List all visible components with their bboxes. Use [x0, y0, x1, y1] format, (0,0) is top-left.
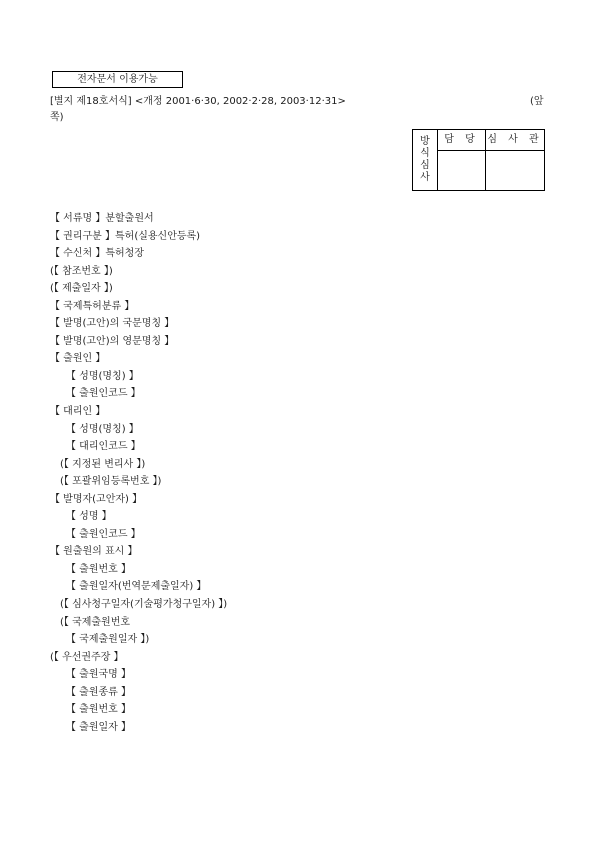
field-submission-date: (【 제출일자 】)	[50, 283, 113, 295]
field-original-application: 【 원출원의 표시 】	[50, 546, 138, 558]
field-original-application-number: 【 출원번호 】	[66, 563, 131, 575]
field-agent-name: 【 성명(명칭) 】	[66, 423, 139, 435]
page-side-note-wrap: 쪽)	[50, 112, 64, 123]
field-priority-claim: (【 우선권주장 】	[50, 651, 124, 663]
field-inventor-name: 【 성명 】	[66, 511, 112, 523]
field-title-korean: 【 발명(고안)의 국문명칭 】	[50, 318, 175, 330]
field-agent-code: 【 대리인코드 】	[66, 441, 141, 453]
field-reference-number: (【 참조번호 】)	[50, 265, 113, 277]
electronic-document-label: 전자문서 이용가능	[52, 71, 183, 88]
field-international-application-number: (【 국제출원번호	[60, 616, 131, 628]
form-number-line: [별지 제18호서식] <개정 2001·6·30, 2002·2·28, 2003·12·31>	[50, 96, 346, 107]
field-right-type: 【 권리구분 】특허(실용신안등록)	[50, 230, 201, 242]
field-priority-country: 【 출원국명 】	[66, 669, 131, 681]
field-title-english: 【 발명(고안)의 영문명칭 】	[50, 335, 175, 347]
field-priority-date: 【 출원일자 】	[66, 721, 131, 733]
field-original-application-date: 【 출원일자(번역문제출일자) 】	[66, 581, 207, 593]
reviewer-signature-cell	[486, 151, 545, 191]
field-priority-number: 【 출원번호 】	[66, 704, 131, 716]
field-inventor-code: 【 출원인코드 】	[66, 528, 141, 540]
field-inventor: 【 발명자(고안자) 】	[50, 493, 143, 505]
manager-signature-cell	[438, 151, 486, 191]
field-applicant-code: 【 출원인코드 】	[66, 388, 141, 400]
field-general-power-number: (【 포괄위임등록번호 】)	[60, 476, 162, 488]
field-priority-type: 【 출원종류 】	[66, 686, 131, 698]
field-applicant-name: 【 성명(명칭) 】	[66, 370, 139, 382]
field-ipc: 【 국제특허분류 】	[50, 300, 135, 312]
reviewer-header: 심 사 관	[486, 130, 545, 151]
review-method-label: 방 식 심 사	[413, 130, 438, 191]
manager-header: 담 당	[438, 130, 486, 151]
field-agent: 【 대리인 】	[50, 406, 106, 418]
review-approval-box	[412, 129, 545, 191]
field-applicant: 【 출원인 】	[50, 353, 106, 365]
field-designated-attorney: (【 지정된 변리사 】)	[60, 458, 146, 470]
field-examination-request-date: (【 심사청구일자(기술평가청구일자) 】)	[60, 599, 228, 611]
field-document-name: 【 서류명 】분할출원서	[50, 213, 154, 224]
field-recipient: 【 수신처 】특허청장	[50, 248, 144, 260]
field-international-application-date: 【 국제출원일자 】)	[66, 634, 150, 646]
form-field-list	[50, 210, 227, 736]
page-side-note: (앞	[530, 96, 544, 107]
